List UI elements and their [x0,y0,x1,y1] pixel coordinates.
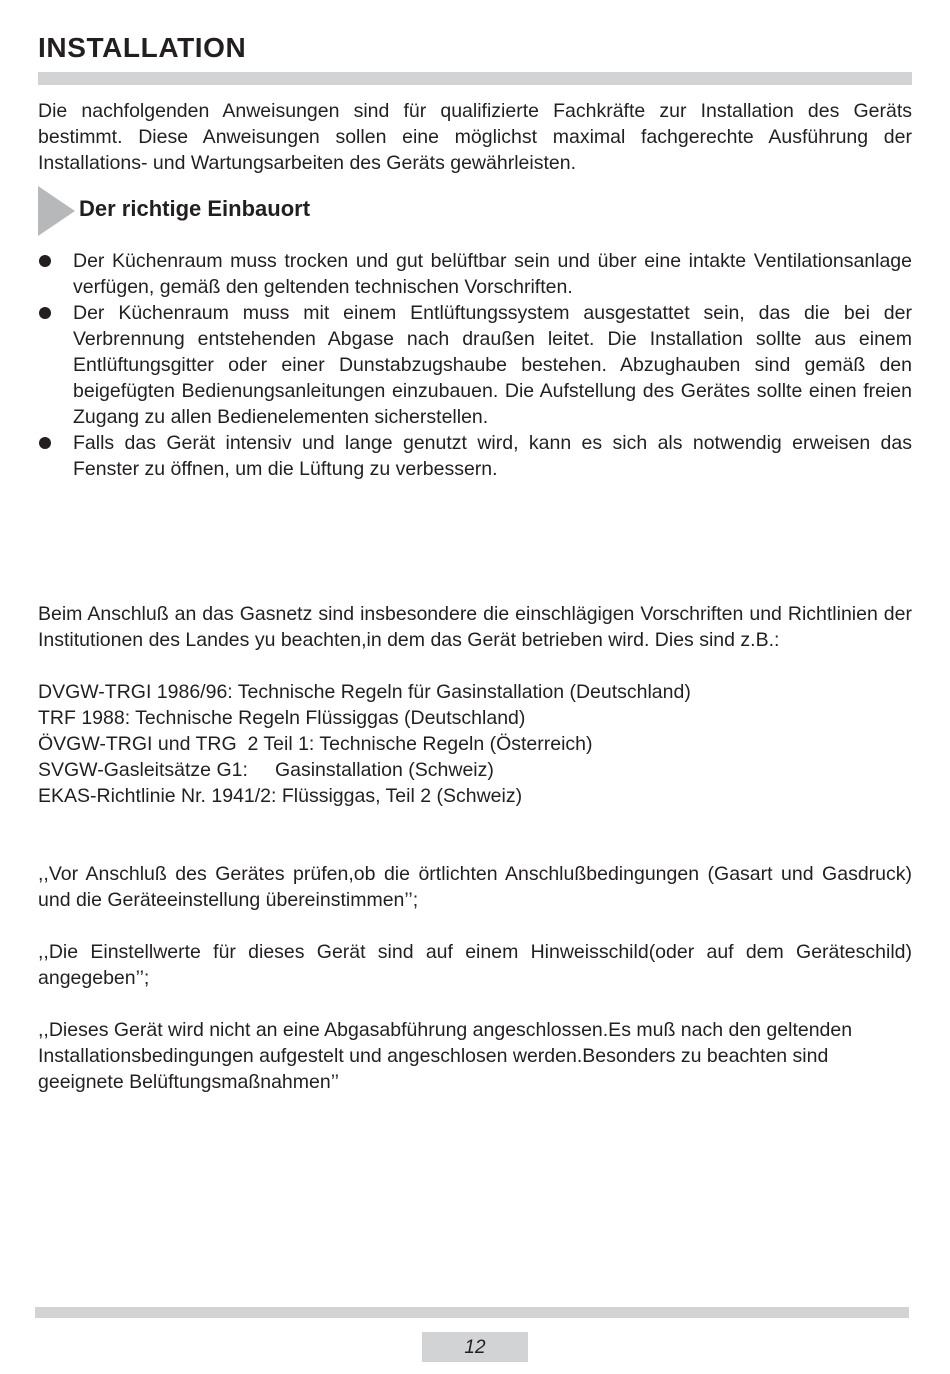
list-item-text: Falls das Gerät intensiv und lange genutzt wird, kann es sich als notwendig erweisen das Fenster zu öffnen, um die Lüftung zu verbessern. [73,432,912,480]
list-item-text: Der Küchenraum muss trocken und gut belüftbar sein und über eine intakte Ventilationsanlage verfügen, gemäß den geltenden technischen Vorschriften. [73,250,912,298]
quote-connection-check: ,,Vor Anschluß des Gerätes prüfen,ob die örtlichten Anschlußbedingungen (Gasart und Gasdruck) und die Geräteeinstellung übereinstimmen’’; [38,863,912,911]
standard-item: TRF 1988: Technische Regeln Flüssiggas (Deutschland) [38,707,526,729]
footer-divider [35,1307,909,1318]
page-title: INSTALLATION [38,32,247,63]
quote-settings-label: ,,Die Einstellwerte für dieses Gerät sind auf einem Hinweisschild(oder auf dem Geräteschild) angegeben’’; [38,941,912,989]
section-heading [38,186,638,236]
intro-paragraph: Die nachfolgenden Anweisungen sind für qualifizierte Fachkräfte zur Installation des Geräts bestimmt. Diese Anweisungen sollen eine möglichst maximal fachgerechte Ausführung der Installations- und Wartungsarbeiten des Geräts gewährleisten. [38,100,912,174]
standard-item: EKAS-Richtlinie Nr. 1941/2: Flüssiggas, Teil 2 (Schweiz) [38,785,523,807]
standard-item: SVGW-Gasleitsätze G1: Gasinstallation (Schweiz) [38,759,494,781]
header-divider [38,72,912,85]
list-item-text: Der Küchenraum muss mit einem Entlüftungssystem ausgestattet sein, das die bei der Verbrennung entstehenden Abgase nach draußen leitet. Die Installation sollte aus einem Entlüftungsgitter oder einer Dunstabzugshaube bestehen. Abzughauben sind gemäß den beigefügten Bedienungsanleitungen einzubauen. Die Aufstellung des Gerätes sollte einen freien Zugang zu allen Bedienelementen sicherstellen. [73,302,912,428]
section-title: Der richtige Einbauort [79,196,311,221]
bullet-dot-icon [39,255,51,267]
list-item [38,248,912,300]
gas-connection-paragraph: Beim Anschluß an das Gasnetz sind insbesondere die einschlägigen Vorschriften und Richtlinien der Institutionen des Landes yu beachten,in dem das Gerät betrieben wird. Dies sind z.B.: [38,603,912,651]
standard-item: DVGW-TRGI 1986/96: Technische Regeln für Gasinstallation (Deutschland) [38,681,691,703]
list-item [38,300,912,430]
triangle-arrow-icon [38,186,75,236]
bullet-dot-icon [39,437,51,449]
standards-list [38,679,691,809]
standard-item: ÖVGW-TRGI und TRG 2 Teil 1: Technische Regeln (Österreich) [38,733,593,755]
list-item [38,430,912,482]
quote-exhaust-notice: ,,Dieses Gerät wird nicht an eine Abgasabführung angeschlossen.Es muß nach den geltenden Installationsbedingungen aufgestelt und angeschlosen werden.Besonders zu beachten sind geeignete Belüftungsmaßnahmen’’ [38,1019,853,1093]
page-number: 12 [422,1332,528,1362]
bullet-dot-icon [39,307,51,319]
location-requirements-list [38,248,912,482]
